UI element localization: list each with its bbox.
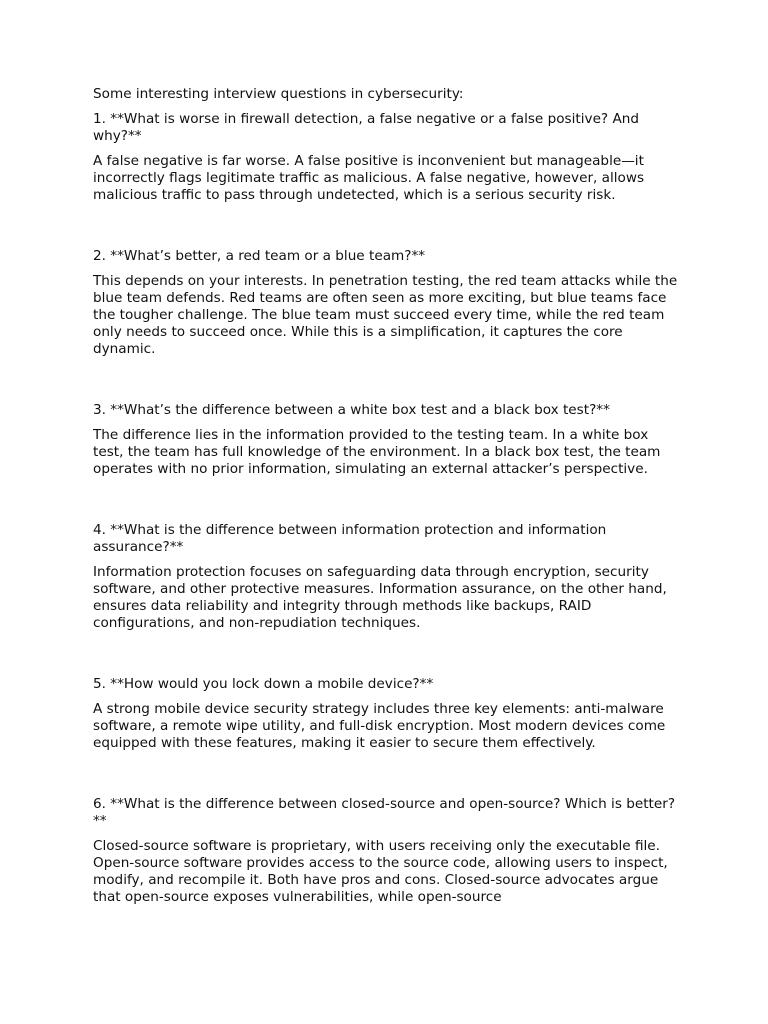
question-2: 2. **What’s better, a red team or a blue team?** xyxy=(93,248,426,264)
qa-item-6 xyxy=(93,796,678,906)
question-5: 5. **How would you lock down a mobile device?** xyxy=(93,676,434,692)
answer-6: Closed-source software is proprietary, with users receiving only the executable file. Open-source software provides access to the source code, allowing users to inspect, modify, and recompile it. Both have pros and cons. Closed-source advocates argue that open-source exposes vulnerabilities, while open-source xyxy=(93,838,668,905)
question-4: 4. **What is the difference between information protection and information assurance?** xyxy=(93,522,607,555)
qa-item-4 xyxy=(93,522,678,632)
question-3: 3. **What’s the difference between a white box test and a black box test?** xyxy=(93,402,610,418)
answer-2: This depends on your interests. In penetration testing, the red team attacks while the blue team defends. Red teams are often seen as more exciting, but blue teams face the tougher challenge. The blue team must succeed every time, while the red team only needs to succeed once. While this is a simplification, it captures the core dynamic. xyxy=(93,273,678,357)
qa-item-2 xyxy=(93,248,678,358)
answer-1: A false negative is far worse. A false positive is inconvenient but manageable—it incorrectly flags legitimate traffic as malicious. A false negative, however, allows malicious traffic to pass through undetected, which is a serious security risk. xyxy=(93,153,645,203)
document-page xyxy=(93,86,678,906)
question-1: 1. **What is worse in firewall detection, a false negative or a false positive? And why?** xyxy=(93,111,640,144)
intro-text: Some interesting interview questions in cybersecurity: xyxy=(93,86,464,102)
answer-5: A strong mobile device security strategy includes three key elements: anti-malware software, a remote wipe utility, and full-disk encryption. Most modern devices come equipped with these features, making it easier to secure them effectively. xyxy=(93,701,666,751)
qa-item-3 xyxy=(93,402,678,478)
question-6: 6. **What is the difference between closed-source and open-source? Which is better?** xyxy=(93,796,676,829)
qa-item-1 xyxy=(93,111,678,204)
answer-4: Information protection focuses on safeguarding data through encryption, security software, and other protective measures. Information assurance, on the other hand, ensures data reliability and integrity through methods like backups, RAID configurations, and non-repudiation techniques. xyxy=(93,564,667,631)
qa-item-5 xyxy=(93,676,678,752)
answer-3: The difference lies in the information provided to the testing team. In a white box test, the team has full knowledge of the environment. In a black box test, the team operates with no prior information, simulating an external attacker’s perspective. xyxy=(93,427,661,477)
